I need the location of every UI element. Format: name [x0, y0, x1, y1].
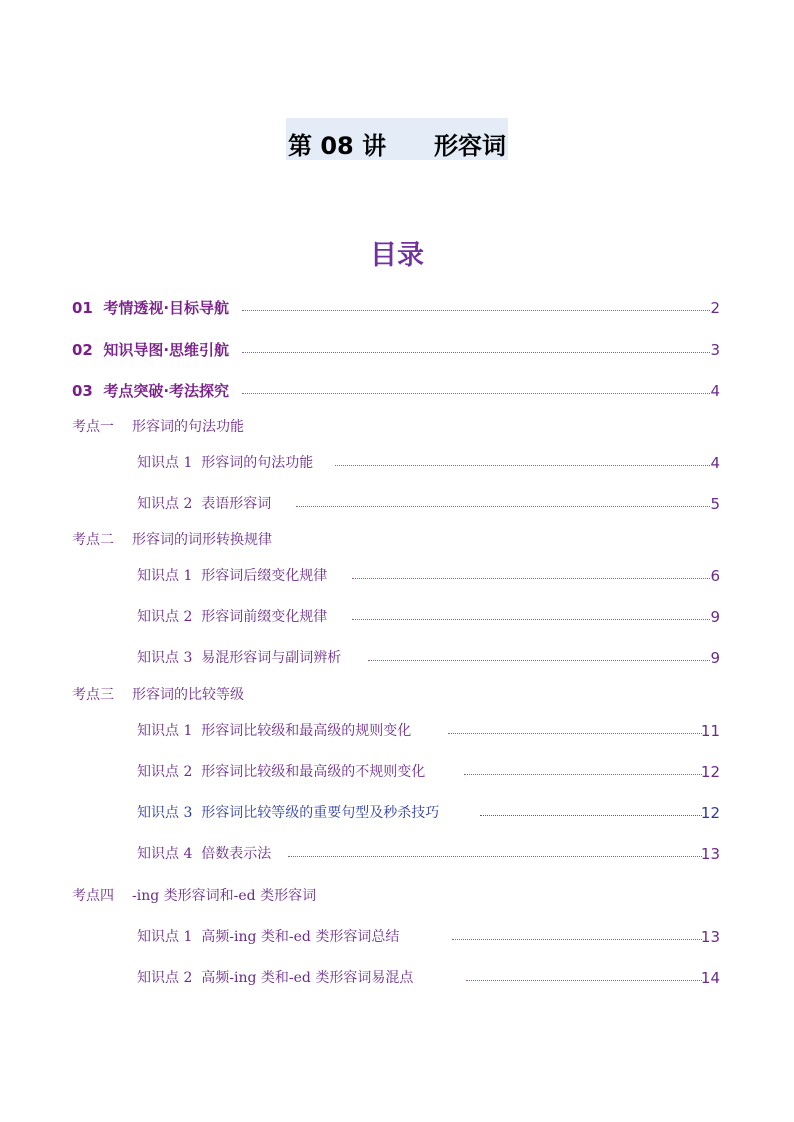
toc-page-number: 11: [700, 722, 720, 740]
toc-heading: 目录: [370, 240, 424, 271]
toc-page-number: 6: [710, 567, 720, 585]
toc-page-number: 9: [710, 608, 720, 626]
toc-entry-label: 考点四 -ing 类形容词和-ed 类形容词: [72, 888, 317, 904]
dot-leader: [464, 774, 702, 775]
toc-page-number: 14: [700, 969, 720, 987]
toc-entry-label: 知识点 1 高频-ing 类和-ed 类形容词总结: [137, 929, 400, 945]
dot-leader: [352, 619, 710, 620]
toc-entry[interactable]: [0, 720, 794, 742]
toc-entry-label: 知识点 2 形容词比较级和最高级的不规则变化: [137, 764, 426, 780]
toc-page-number: 9: [710, 649, 720, 667]
toc-entry-label: 考点一 形容词的句法功能: [72, 419, 244, 435]
dot-leader: [296, 506, 710, 507]
toc-entry-label: 知识点 1 形容词后缀变化规律: [137, 568, 328, 584]
dot-leader: [242, 310, 710, 311]
toc-section[interactable]: [0, 416, 794, 438]
dot-leader: [335, 465, 710, 466]
toc-entry[interactable]: [0, 802, 794, 824]
dot-leader: [242, 352, 710, 353]
toc-page-number: 5: [710, 495, 720, 513]
toc-entry[interactable]: [0, 606, 794, 628]
toc-entry-label: 01 考情透视·目标导航: [72, 299, 230, 317]
toc-section[interactable]: [0, 529, 794, 551]
dot-leader: [368, 660, 710, 661]
toc-page-number: 4: [710, 454, 720, 472]
toc-entry[interactable]: [0, 493, 794, 515]
lecture-topic: 形容词: [434, 132, 506, 160]
toc-page-number: 12: [700, 763, 720, 781]
toc-entry-label: 知识点 3 易混形容词与副词辨析: [137, 650, 342, 666]
toc-page-number: 2: [710, 299, 720, 317]
toc-entry[interactable]: [0, 967, 794, 989]
dot-leader: [480, 815, 702, 816]
toc-section[interactable]: [0, 684, 794, 706]
toc-page-number: 3: [710, 341, 720, 359]
toc-entry[interactable]: [0, 565, 794, 587]
toc-entry-label: 知识点 2 高频-ing 类和-ed 类形容词易混点: [137, 970, 414, 986]
dot-leader: [352, 578, 710, 579]
toc-entry-label: 03 考点突破·考法探究: [72, 382, 230, 400]
toc-entry[interactable]: [0, 761, 794, 783]
dot-leader: [242, 393, 710, 394]
toc-page-number: 13: [700, 845, 720, 863]
toc-entry[interactable]: [0, 297, 794, 319]
lecture-number: 第 08 讲: [288, 132, 387, 160]
toc-page-number: 13: [700, 928, 720, 946]
dot-leader: [288, 856, 702, 857]
toc-page-number: 4: [710, 382, 720, 400]
dot-leader: [452, 939, 702, 940]
toc-page-number: 12: [700, 804, 720, 822]
toc-entry[interactable]: [0, 452, 794, 474]
toc-entry-label: 知识点 1 形容词的句法功能: [137, 455, 314, 471]
toc-entry[interactable]: [0, 843, 794, 865]
toc-entry-label: 知识点 2 形容词前缀变化规律: [137, 609, 328, 625]
dot-leader: [466, 980, 702, 981]
toc-entry-label: 知识点 2 表语形容词: [137, 496, 272, 512]
dot-leader: [448, 733, 702, 734]
toc-entry-label: 考点三 形容词的比较等级: [72, 687, 244, 703]
toc-entry[interactable]: [0, 380, 794, 402]
toc-entry[interactable]: [0, 339, 794, 361]
toc-entry[interactable]: [0, 926, 794, 948]
toc-entry-label: 知识点 4 倍数表示法: [137, 846, 272, 862]
toc-section[interactable]: [0, 885, 794, 907]
toc-entry-label: 知识点 1 形容词比较级和最高级的规则变化: [137, 723, 412, 739]
toc-entry-label: 02 知识导图·思维引航: [72, 341, 230, 359]
toc-entry[interactable]: [0, 647, 794, 669]
toc-entry-label: 考点二 形容词的词形转换规律: [72, 532, 272, 548]
toc-entry-label: 知识点 3 形容词比较等级的重要句型及秒杀技巧: [137, 805, 440, 821]
